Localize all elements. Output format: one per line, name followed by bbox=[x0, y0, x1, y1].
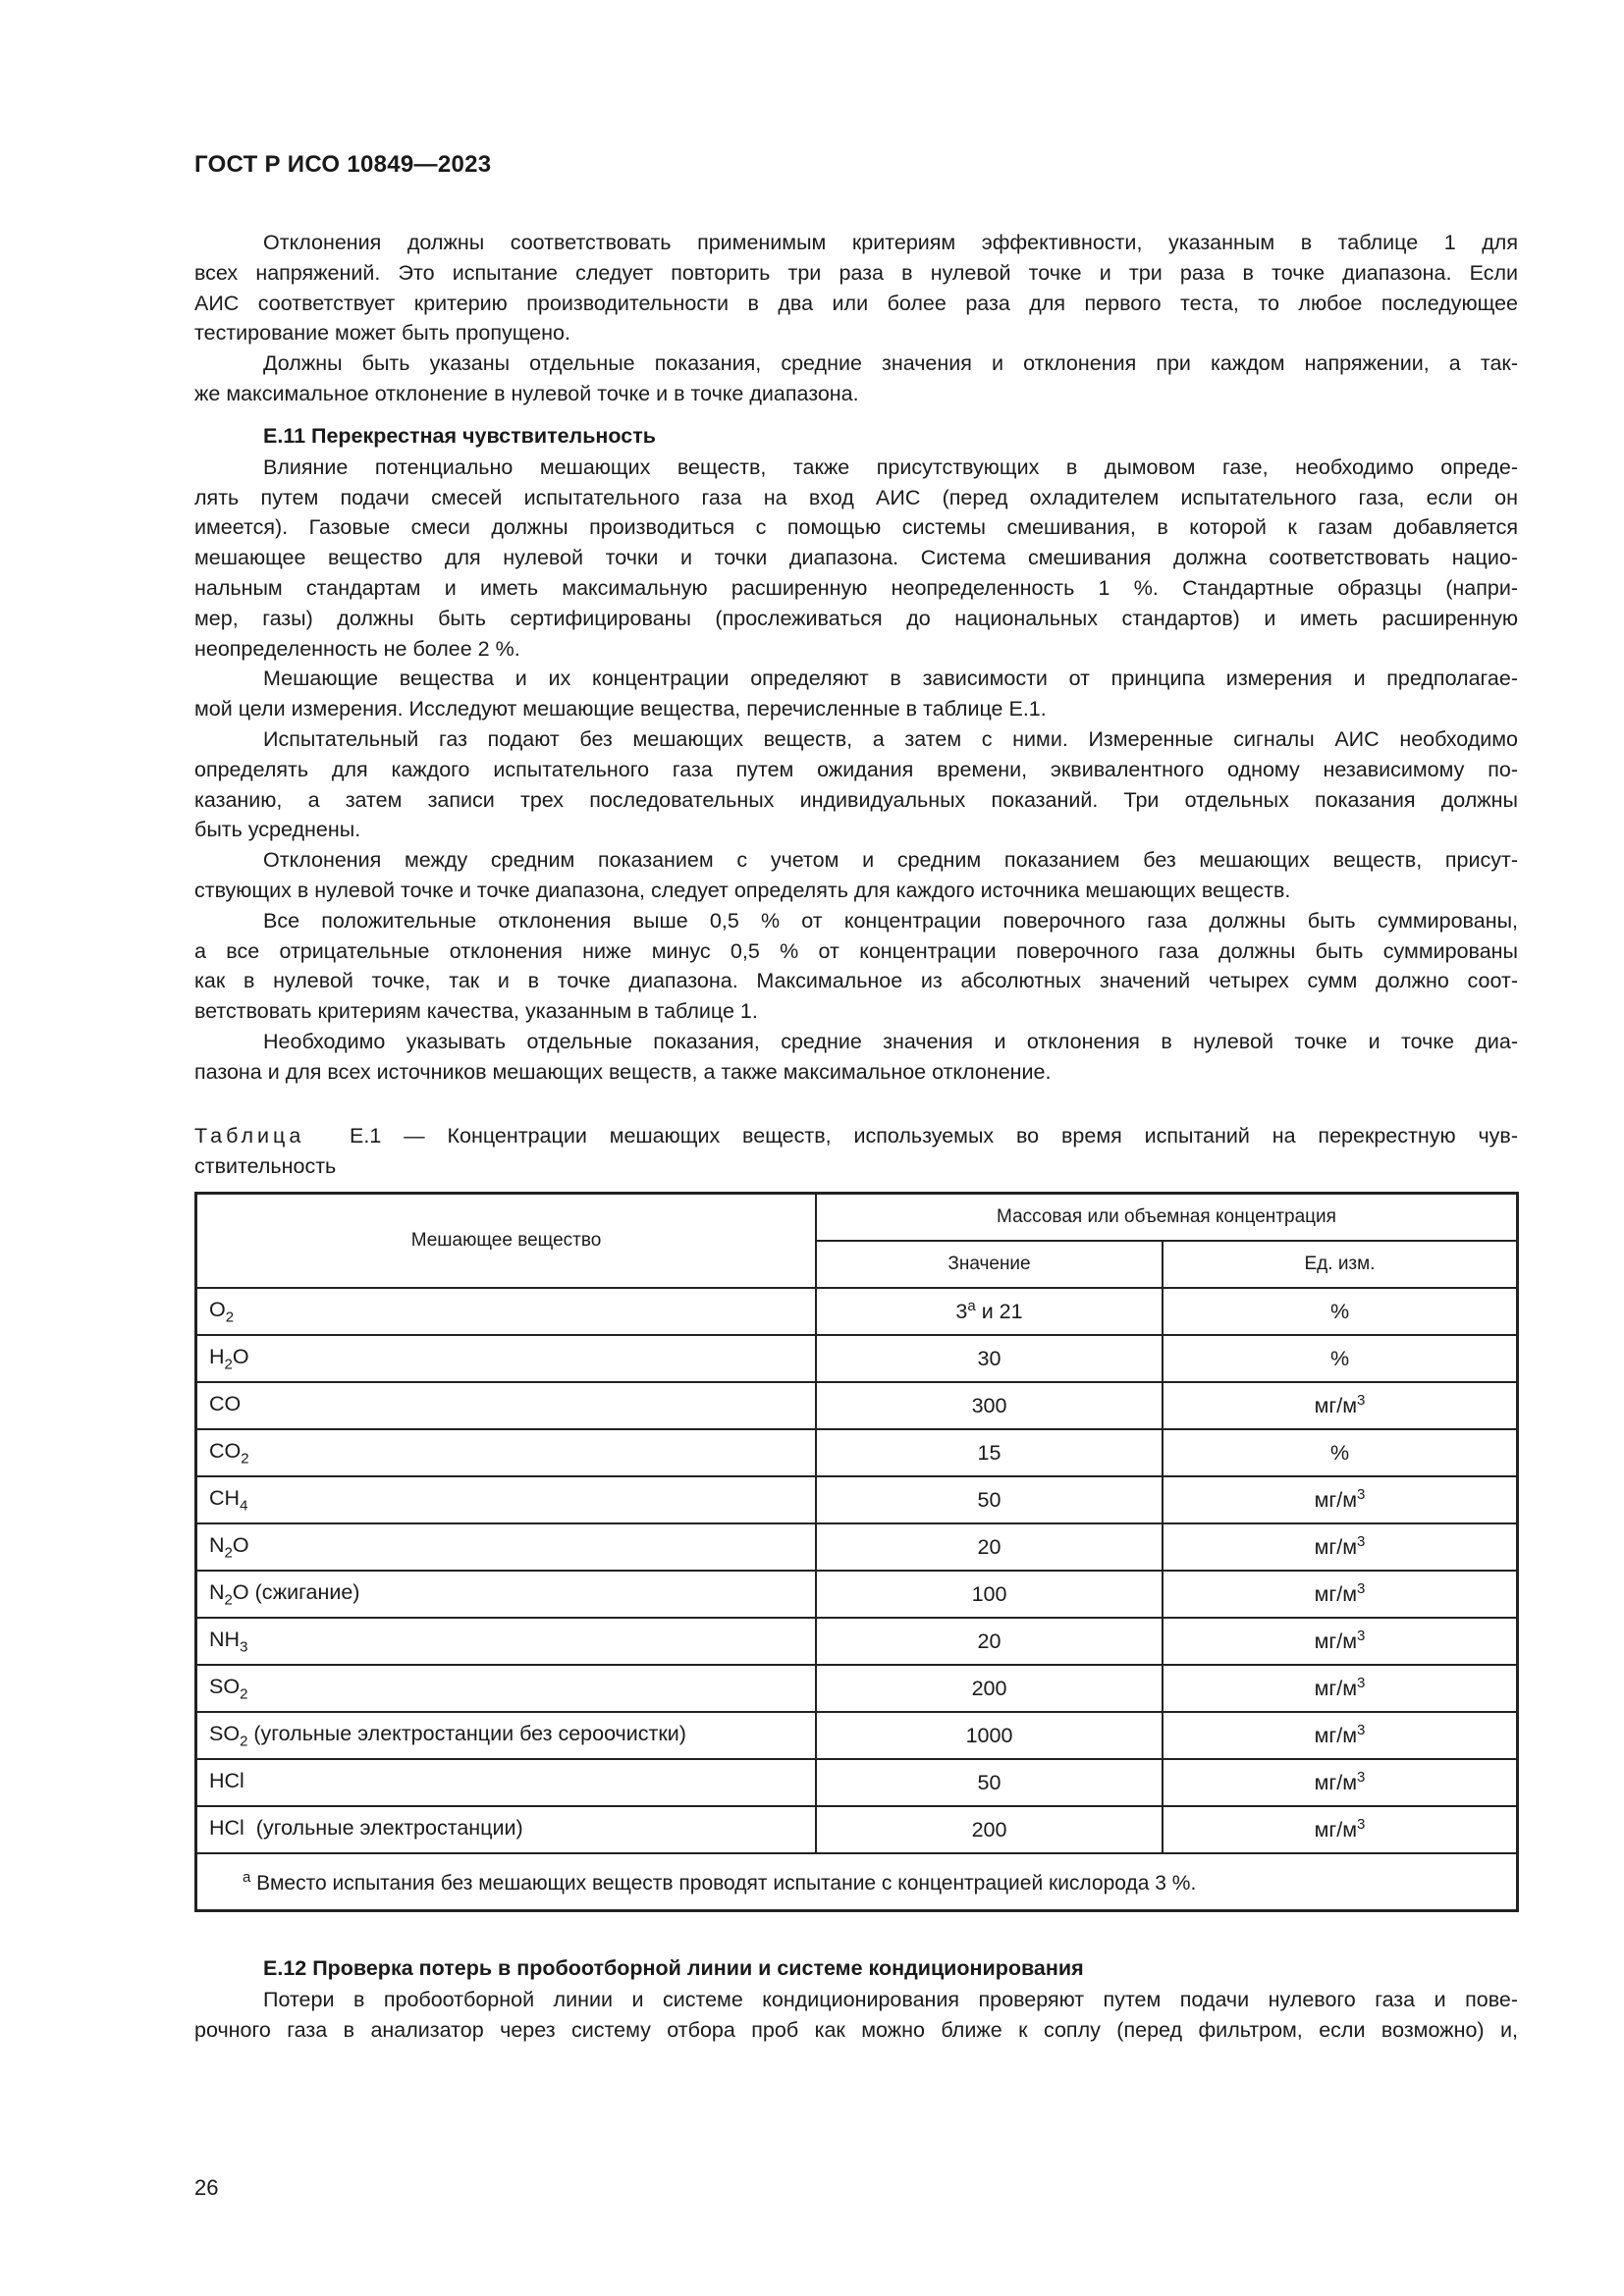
substance-suffix: O bbox=[232, 1532, 249, 1557]
substance-suffix: (угольные электростанции без сероочистки) bbox=[247, 1721, 686, 1745]
substance-formula: O bbox=[209, 1297, 226, 1321]
unit-cell bbox=[1163, 1523, 1518, 1571]
footnote-text: Вместо испытания без мешающих веществ проводят испытание с концентрацией кислорода 3 %. bbox=[250, 1871, 1197, 1895]
paragraph-line: же максимальное отклонение в нулевой точке и в точке диапазона. bbox=[194, 381, 859, 405]
unit-cell bbox=[1163, 1665, 1518, 1712]
table-caption bbox=[194, 1121, 1518, 1182]
paragraph-line: быть усреднены. bbox=[194, 818, 361, 842]
table-row bbox=[196, 1806, 1518, 1853]
value-text: 200 bbox=[971, 1677, 1007, 1701]
substance-formula: HCl bbox=[209, 1815, 244, 1840]
substance-formula: CH bbox=[209, 1485, 241, 1510]
caption-line: ствительность bbox=[194, 1153, 337, 1178]
unit-text: % bbox=[1329, 1441, 1350, 1466]
substance-cell bbox=[196, 1429, 817, 1476]
table-row bbox=[196, 1571, 1518, 1618]
unit-text: мг/м bbox=[1314, 1818, 1358, 1842]
substance-cell bbox=[196, 1476, 817, 1523]
unit-cell bbox=[1163, 1476, 1518, 1523]
value-cell bbox=[816, 1571, 1163, 1618]
substance-formula: NH bbox=[209, 1627, 241, 1651]
unit-superscript: 3 bbox=[1357, 1628, 1366, 1645]
paragraph-line: всех напряжений. Это испытание следует повторить три раза в нулевой точке и три раза в точке диапазона. Если bbox=[194, 260, 1518, 285]
table-row bbox=[196, 1618, 1518, 1665]
paragraph-line: АИС соответствует критерию производительности в два или более раза для первого теста, то любое последующее bbox=[194, 291, 1518, 315]
unit-text: % bbox=[1329, 1347, 1350, 1371]
value-cell bbox=[816, 1288, 1163, 1335]
unit-text: мг/м bbox=[1314, 1677, 1358, 1701]
col-header-substance: Мешающее вещество bbox=[196, 1194, 817, 1289]
value-text: 20 bbox=[977, 1535, 1001, 1560]
value-text: 300 bbox=[971, 1394, 1007, 1418]
formula-subscript: 2 bbox=[240, 1685, 248, 1703]
paragraph-line: определять для каждого испытательного газа путем ожидания времени, эквивалентного одному независимому по- bbox=[194, 757, 1518, 781]
substance-suffix: O (сжигание) bbox=[232, 1579, 360, 1604]
substance-cell bbox=[196, 1618, 817, 1665]
paragraph-line: нальным стандартам и иметь максимальную расширенную неопределенность 1 %. Стандартные образцы (напри- bbox=[194, 575, 1518, 600]
value-text: 100 bbox=[971, 1582, 1007, 1607]
paragraph-line: неопределенность не более 2 %. bbox=[194, 636, 520, 661]
paragraph-line: пазона и для всех источников мешающих веществ, а также максимальное отклонение. bbox=[194, 1059, 1052, 1084]
substance-cell bbox=[196, 1288, 817, 1335]
table-row bbox=[196, 1429, 1518, 1476]
value-text: 200 bbox=[971, 1818, 1007, 1842]
paragraph-line: тестирование может быть пропущено. bbox=[194, 321, 570, 346]
unit-text: мг/м bbox=[1314, 1394, 1358, 1418]
formula-subscript: 4 bbox=[240, 1497, 248, 1515]
formula-subscript: 3 bbox=[240, 1638, 248, 1656]
unit-cell bbox=[1163, 1618, 1518, 1665]
substance-cell bbox=[196, 1806, 817, 1853]
section-e12 bbox=[194, 1953, 1518, 2045]
formula-subscript: 2 bbox=[240, 1733, 248, 1750]
paragraph-line: Все положительные отклонения выше 0,5 % от концентрации поверочного газа должны быть суммированы, bbox=[263, 908, 1518, 933]
substance-formula: HCl bbox=[209, 1768, 244, 1792]
substance-cell bbox=[196, 1665, 817, 1712]
paragraph-line: имеется). Газовые смеси должны производиться с помощью системы смешивания, в которой к газам добавляется bbox=[194, 515, 1518, 540]
table-footnote bbox=[196, 1853, 1518, 1911]
footnote-mark: а bbox=[243, 1868, 251, 1886]
substance-formula: N bbox=[209, 1532, 225, 1557]
formula-subscript: 2 bbox=[241, 1450, 249, 1468]
page-number: 26 bbox=[194, 2175, 219, 2200]
unit-text: мг/м bbox=[1314, 1535, 1358, 1560]
substance-formula: CO bbox=[209, 1391, 242, 1415]
unit-superscript: 3 bbox=[1357, 1392, 1366, 1410]
value-text: 30 bbox=[977, 1347, 1001, 1371]
value-text: 50 bbox=[977, 1771, 1001, 1795]
col-header-unit: Ед. изм. bbox=[1163, 1241, 1518, 1288]
table-row bbox=[196, 1712, 1518, 1759]
value-cell bbox=[816, 1335, 1163, 1382]
substance-cell bbox=[196, 1571, 817, 1618]
value-text: 20 bbox=[977, 1629, 1001, 1654]
substance-formula: CO bbox=[209, 1438, 242, 1463]
formula-subscript: 2 bbox=[224, 1544, 233, 1562]
section-e11 bbox=[194, 415, 1518, 1088]
unit-superscript: 3 bbox=[1357, 1816, 1366, 1834]
paragraph-line: мер, газы) должны быть сертифицированы (прослеживаться до национальных стандартов) и иметь расширенную bbox=[194, 606, 1518, 630]
value-cell bbox=[816, 1476, 1163, 1523]
substance-formula: SO bbox=[209, 1674, 241, 1698]
col-header-value: Значение bbox=[816, 1241, 1163, 1288]
substance-suffix: O bbox=[232, 1344, 249, 1368]
caption-line bbox=[194, 1121, 1518, 1151]
paragraph-line: Мешающие вещества и их концентрации определяют в зависимости от принципа измерения и предполагае- bbox=[263, 667, 1518, 691]
value-text: 1000 bbox=[965, 1724, 1013, 1748]
unit-cell bbox=[1163, 1288, 1518, 1335]
unit-superscript: 3 bbox=[1357, 1769, 1366, 1787]
paragraph-line: мешающее вещество для нулевой точки и точки диапазона. Система смешивания должна соответствовать нацио- bbox=[194, 546, 1518, 570]
value-cell bbox=[816, 1759, 1163, 1806]
unit-cell bbox=[1163, 1382, 1518, 1429]
value-cell bbox=[816, 1665, 1163, 1712]
formula-subscript: 2 bbox=[224, 1591, 233, 1609]
paragraph-line: Необходимо указывать отдельные показания, средние значения и отклонения в нулевой точке и точке диа- bbox=[263, 1029, 1518, 1053]
paragraph-line: Испытательный газ подают без мешающих веществ, а затем с ними. Измеренные сигналы АИС необходимо bbox=[263, 726, 1518, 751]
unit-superscript: 3 bbox=[1357, 1533, 1366, 1551]
paragraph-line: Должны быть указаны отдельные показания, средние значения и отклонения при каждом напряжении, а так- bbox=[263, 351, 1518, 376]
unit-superscript: 3 bbox=[1357, 1580, 1366, 1598]
substance-formula: SO bbox=[209, 1721, 241, 1745]
unit-text: мг/м bbox=[1314, 1724, 1358, 1748]
table-row bbox=[196, 1288, 1518, 1335]
table-row bbox=[196, 1523, 1518, 1571]
value-text: 15 bbox=[977, 1441, 1001, 1466]
table-row bbox=[196, 1759, 1518, 1806]
substance-suffix: (угольные электростанции) bbox=[244, 1815, 523, 1840]
unit-text: мг/м bbox=[1314, 1488, 1358, 1513]
section-heading: Е.12 Проверка потерь в пробоотборной линии и системе кондиционирования bbox=[263, 1956, 1084, 1980]
table-row bbox=[196, 1335, 1518, 1382]
paragraph-line: а все отрицательные отклонения ниже минус 0,5 % от концентрации поверочного газа должны быть суммированы bbox=[194, 938, 1518, 963]
paragraph-line: ветствовать критериям качества, указанным в таблице 1. bbox=[194, 999, 758, 1024]
paragraph-line: мой цели измерения. Исследуют мешающие вещества, перечисленные в таблице Е.1. bbox=[194, 697, 1047, 721]
document-header-title: ГОСТ Р ИСО 10849—2023 bbox=[194, 151, 492, 178]
formula-subscript: 2 bbox=[225, 1308, 235, 1326]
unit-text: мг/м bbox=[1314, 1629, 1358, 1654]
unit-cell bbox=[1163, 1429, 1518, 1476]
substance-cell bbox=[196, 1712, 817, 1759]
substance-cell bbox=[196, 1523, 817, 1571]
substance-formula: N bbox=[209, 1579, 225, 1604]
paragraph-line: Влияние потенциально мешающих веществ, также присутствующих в дымовом газе, необходимо опреде- bbox=[263, 454, 1518, 479]
unit-text: мг/м bbox=[1314, 1771, 1358, 1795]
caption-label: Таблица bbox=[194, 1124, 305, 1148]
unit-text: мг/м bbox=[1314, 1582, 1358, 1607]
section-intro bbox=[194, 228, 1518, 409]
value-footnote-mark: а bbox=[967, 1298, 976, 1315]
unit-superscript: 3 bbox=[1357, 1486, 1366, 1504]
value-cell bbox=[816, 1618, 1163, 1665]
paragraph-line: ствующих в нулевой точке и точке диапазона, следует определять для каждого источника мешающих веществ. bbox=[194, 878, 1291, 902]
paragraph-line: казанию, а затем записи трех последовательных индивидуальных показаний. Три отдельных показания должны bbox=[194, 787, 1518, 812]
caption-text: Е.1 — Концентрации мешающих веществ, используемых во время испытаний на перекрестную чув- bbox=[350, 1124, 1518, 1148]
value-cell bbox=[816, 1806, 1163, 1853]
value-text: 3 bbox=[955, 1300, 968, 1324]
unit-cell bbox=[1163, 1335, 1518, 1382]
value-cell bbox=[816, 1382, 1163, 1429]
substance-cell bbox=[196, 1382, 817, 1429]
unit-cell bbox=[1163, 1806, 1518, 1853]
unit-cell bbox=[1163, 1759, 1518, 1806]
interfering-substances-table bbox=[194, 1192, 1519, 1912]
paragraph-line: Потери в пробоотборной линии и системе кондиционирования проверяют путем подачи нулевого газа и пове- bbox=[263, 1987, 1518, 2011]
section-heading: Е.11 Перекрестная чувствительность bbox=[263, 424, 656, 448]
unit-superscript: 3 bbox=[1357, 1675, 1366, 1692]
value-text: 50 bbox=[977, 1488, 1001, 1513]
table-row bbox=[196, 1665, 1518, 1712]
unit-cell bbox=[1163, 1571, 1518, 1618]
unit-superscript: 3 bbox=[1357, 1722, 1366, 1739]
unit-text: % bbox=[1329, 1300, 1350, 1324]
table-row bbox=[196, 1476, 1518, 1523]
value-cell bbox=[816, 1712, 1163, 1759]
paragraph-line: Отклонения должны соответствовать применимым критериям эффективности, указанным в таблице 1 для bbox=[263, 231, 1518, 254]
value-cell bbox=[816, 1429, 1163, 1476]
table-row bbox=[196, 1382, 1518, 1429]
col-header-concentration: Массовая или объемная концентрация bbox=[816, 1194, 1518, 1242]
substance-formula: H bbox=[209, 1344, 225, 1368]
paragraph-line: рочного газа в анализатор через систему отбора проб как можно ближе к соплу (перед фильтром, если возможно) и, bbox=[194, 2017, 1518, 2042]
paragraph-line: Отклонения между средним показанием с учетом и средним показанием без мешающих веществ, присут- bbox=[263, 848, 1518, 873]
paragraph-line: лять путем подачи смесей испытательного газа на вход АИС (перед охладителем испытательного газа, если он bbox=[194, 485, 1518, 509]
unit-cell bbox=[1163, 1712, 1518, 1759]
substance-cell bbox=[196, 1335, 817, 1382]
substance-cell bbox=[196, 1759, 817, 1806]
formula-subscript: 2 bbox=[224, 1356, 233, 1373]
value-cell bbox=[816, 1523, 1163, 1571]
value-suffix: и 21 bbox=[975, 1300, 1023, 1324]
paragraph-line: как в нулевой точке, так и в точке диапазона. Максимальное из абсолютных значений четырех сумм должно соот- bbox=[194, 969, 1518, 993]
